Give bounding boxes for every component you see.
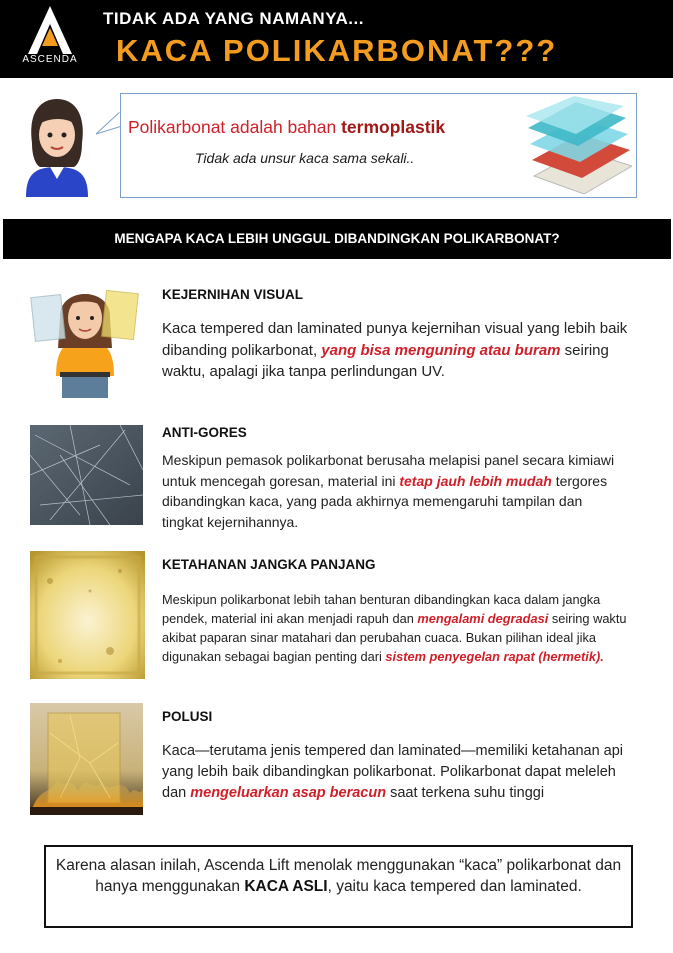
item-text: Meskipun polikarbonat lebih tahan benturan dibandingkan kaca dalam jangka pendek, material ini akan menjadi rapuh dan (162, 592, 601, 626)
header-title: KACA POLIKARBONAT??? (116, 33, 558, 68)
conclusion-bold: KACA ASLI (244, 878, 328, 895)
item-highlight: sistem penyegelan rapat (hermetik). (385, 649, 604, 664)
item-title-pollution: POLUSI (162, 709, 213, 724)
item-text: saat terkena suhu tinggi (386, 785, 545, 801)
item-text: Kaca tempered dan laminated punya kejernihan visual yang lebih baik dibanding polikarbonat, (162, 320, 628, 359)
item-text: Kaca—terutama jenis tempered dan laminated—memiliki ketahanan api yang lebih baik dibandingkan polikarbonat. Polikarbonat dapat meleleh dan (162, 743, 624, 801)
burning-panel-image (30, 703, 143, 815)
item-title-anti-scratch: ANTI-GORES (162, 425, 247, 440)
item-highlight: mengalami degradasi (417, 611, 549, 626)
conclusion-text: Karena alasan inilah, Ascenda Lift menolak menggunakan “kaca” polikarbonat dan hanya menggunakan (55, 857, 622, 895)
item-highlight: mengeluarkan asap beracun (190, 785, 387, 801)
item-body-visual-clarity (162, 318, 632, 383)
header-line1: TIDAK ADA YANG NAMANYA... (103, 9, 364, 28)
definition-prefix: Polikarbonat adalah bahan (128, 117, 342, 137)
item-title-visual-clarity: KEJERNIHAN VISUAL (162, 287, 304, 302)
yellowed-panel-image (30, 551, 145, 679)
item-highlight: tetap jauh lebih mudah (399, 472, 552, 489)
item-text: seiring waktu, apalagi jika tanpa perlindungan UV. (162, 341, 609, 380)
section-heading: MENGAPA KACA LEBIH UNGGUL DIBANDINGKAN POLIKARBONAT? (3, 219, 671, 259)
item-highlight: yang bisa menguning atau buram (321, 341, 561, 359)
conclusion-text: , yaitu kaca tempered dan laminated. (327, 878, 582, 895)
definition-keyword: termoplastik (341, 117, 446, 137)
ascenda-logo (10, 4, 90, 74)
woman-holding-panels-illustration (30, 278, 140, 398)
item-body-durability (162, 590, 632, 666)
header-banner (0, 0, 673, 78)
logo-text: ASCENDA (22, 54, 78, 65)
item-body-anti-scratch (162, 450, 622, 532)
polycarbonate-sheets-image (524, 96, 632, 194)
scratched-glass-image (30, 425, 143, 525)
item-text: seiring waktu akibat paparan sinar matahari dan perubahan cuaca. Bukan pilihan ideal jika digunakan sebagai bagian penting dari (162, 611, 627, 664)
conclusion-box (44, 845, 633, 928)
item-text: tergores dibandingkan kaca, yang pada akhirnya memengaruhi tampilan dan tingkat kejernihannya. (162, 472, 608, 530)
definition-sub: Tidak ada unsur kaca sama sekali.. (195, 150, 415, 166)
item-text: Meskipun pemasok polikarbonat berusaha melapisi panel secara kimiawi untuk mencegah goresan, material ini (162, 452, 615, 489)
item-body-pollution (162, 741, 642, 804)
item-title-durability: KETAHANAN JANGKA PANJANG (162, 557, 376, 572)
definition-main (128, 117, 445, 138)
woman-avatar-illustration (18, 95, 96, 197)
